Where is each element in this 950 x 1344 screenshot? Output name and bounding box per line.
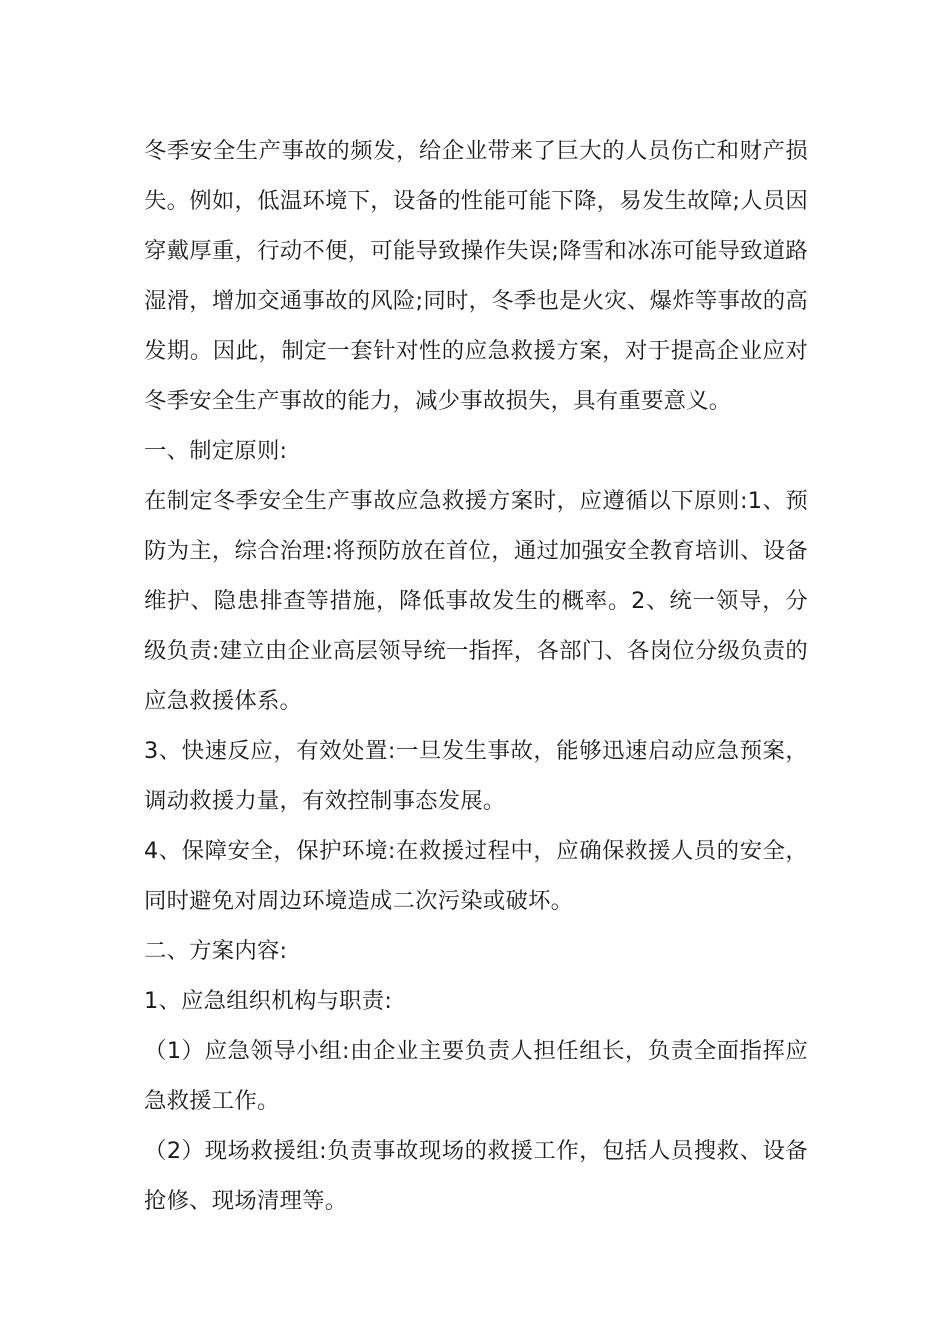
paragraph-principle-4: 4、保障安全，保护环境:在救援过程中，应确保救援人员的安全，同时避免对周边环境造成二次污染或破坏。: [144, 838, 808, 914]
heading-principles: 一、制定原则:: [144, 438, 288, 464]
heading-plan-content: 二、方案内容:: [144, 938, 288, 964]
paragraph-rescue-group: （2）现场救援组:负责事故现场的救援工作，包括人员搜救、设备抢修、现场清理等。: [144, 1138, 808, 1214]
paragraph-leadership-group: （1）应急领导小组:由企业主要负责人担任组长，负责全面指挥应急救援工作。: [144, 1038, 808, 1114]
paragraph-intro: 冬季安全生产事故的频发，给企业带来了巨大的人员伤亡和财产损失。例如，低温环境下，设备的性能可能下降，易发生故障;人员因穿戴厚重，行动不便，可能导致操作失误;降雪和冰冻可能导致道路湿滑，增加交通事故的风险;同时，冬季也是火灾、爆炸等事故的高发期。因此，制定一套针对性的应急救援方案，对于提高企业应对冬季安全生产事故的能力，减少事故损失，具有重要意义。: [144, 138, 808, 414]
document-body: [144, 126, 808, 1226]
paragraph-principles-1-2: 在制定冬季安全生产事故应急救援方案时，应遵循以下原则:1、预防为主，综合治理:将预防放在首位，通过加强安全教育培训、设备维护、隐患排查等措施，降低事故发生的概率。2、统一领导，分级负责:建立由企业高层领导统一指挥，各部门、各岗位分级负责的应急救援体系。: [144, 488, 808, 714]
paragraph-principle-3: 3、快速反应，有效处置:一旦发生事故，能够迅速启动应急预案，调动救援力量，有效控制事态发展。: [144, 738, 808, 814]
subheading-organization: 1、应急组织机构与职责:: [144, 988, 393, 1014]
